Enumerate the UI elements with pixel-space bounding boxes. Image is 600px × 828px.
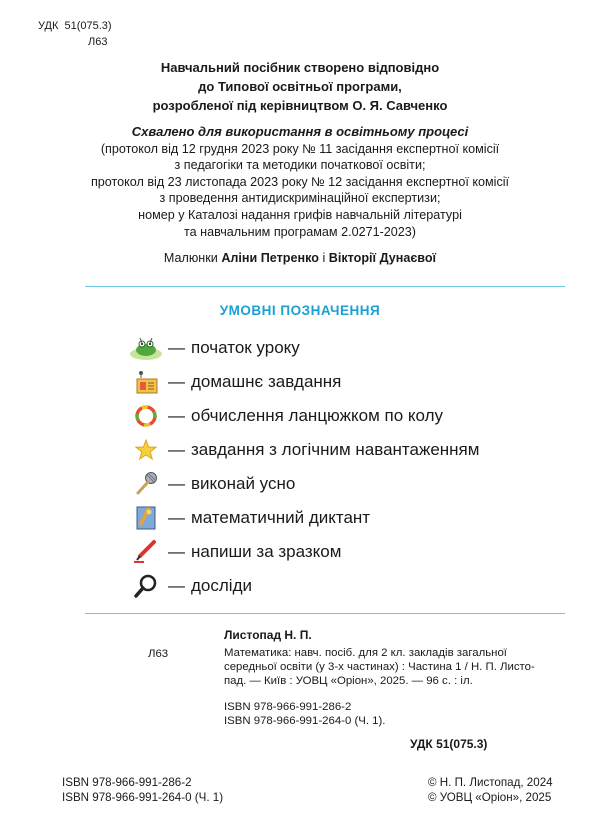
- approval-line: розробленої під керівництвом О. Я. Савченко: [152, 98, 448, 113]
- legend-dash: —: [168, 576, 185, 595]
- copyright: [428, 776, 553, 805]
- legend-label: домашнє завдання: [191, 372, 342, 391]
- legend-dash: —: [168, 372, 185, 391]
- footer-isbn: [62, 776, 223, 805]
- microphone-icon: [128, 470, 164, 498]
- copyright-line: © УОВЦ «Оріон», 2025: [428, 790, 552, 804]
- protocol-line: та навчальним програмам 2.0271-2023): [183, 224, 416, 239]
- udk-header: [38, 18, 112, 50]
- catalog-code: Л63: [148, 648, 169, 660]
- isbn-line: ISBN 978-966-991-286-2: [62, 776, 192, 789]
- legend-dash: —: [168, 440, 185, 459]
- legend-item: [128, 334, 300, 362]
- protocol-line: (протокол від 12 грудня 2023 року № 11 засідання експертної комісії: [100, 141, 500, 156]
- legend-item: [128, 538, 341, 566]
- catalog-udk: УДК 51(075.3): [410, 737, 488, 751]
- catalog-author: Листопад Н. П.: [224, 628, 312, 642]
- pencil-write-icon: [128, 538, 164, 566]
- catalog-line: Математика: навч. посіб. для 2 кл. закладів загальної: [224, 647, 507, 659]
- divider-bottom: [85, 613, 565, 614]
- legend-item: [128, 572, 252, 600]
- protocol-line: протокол від 23 листопада 2023 року № 12 засідання експертної комісії: [90, 174, 510, 189]
- udk-line: [38, 18, 112, 34]
- copyright-line: © Н. П. Листопад, 2024: [428, 776, 553, 789]
- protocol-block: [0, 124, 600, 240]
- isbn-line: ISBN 978-966-991-264-0 (Ч. 1).: [224, 715, 386, 728]
- illustrator-name: Вікторії Дунаєвої: [328, 251, 437, 265]
- legend-label: обчислення ланцюжком по колу: [191, 406, 443, 425]
- illustrations-credit: [0, 251, 600, 265]
- catalog-line: середньої освіти (у 3-х частинах) : Частина 1 / Н. П. Листо-: [224, 661, 535, 674]
- frog-lesson-start-icon: [128, 334, 164, 362]
- legend-dash: —: [168, 542, 185, 561]
- legend-dash: —: [168, 474, 185, 493]
- isbn-line: ISBN 978-966-991-264-0 (Ч. 1): [62, 790, 224, 804]
- legend-label: досліди: [191, 576, 252, 595]
- catalog-line: пад. — Київ : УОВЦ «Оріон», 2025. — 96 с. : іл.: [224, 675, 473, 688]
- author-code: Л63: [88, 36, 108, 48]
- protocol-lead: Схвалено для використання в освітньому процесі: [131, 124, 469, 139]
- legend-label: завдання з логічним навантаженням: [191, 440, 480, 459]
- catalog-isbn: [224, 700, 385, 728]
- legend-dash: —: [168, 508, 185, 527]
- legend-label: напиши за зразком: [191, 542, 342, 561]
- protocol-line: з педагогіки та методики початкової освіти;: [174, 158, 426, 173]
- illustrations-conj: і: [322, 251, 326, 265]
- legend-dash: —: [168, 338, 185, 357]
- pencil-dictation-icon: [128, 504, 164, 532]
- legend-label: початок уроку: [191, 338, 300, 357]
- magnifier-icon: [128, 572, 164, 600]
- legend-item: [128, 368, 341, 396]
- divider-top: [85, 286, 565, 287]
- illustrator-name: Аліни Петренко: [221, 251, 319, 265]
- approval-line: до Типової освітньої програми,: [198, 79, 402, 94]
- star-icon: [128, 436, 164, 464]
- homework-book-icon: [128, 368, 164, 396]
- catalog-description: [224, 646, 535, 689]
- legend-item: [128, 402, 443, 430]
- legend-label: математичний диктант: [191, 508, 371, 527]
- circle-chain-icon: [128, 402, 164, 430]
- legend-item: [128, 436, 479, 464]
- udk-label: УДК: [38, 20, 59, 32]
- protocol-line: номер у Каталозі надання грифів навчальній літературі: [138, 207, 462, 222]
- legend-title: УМОВНІ ПОЗНАЧЕННЯ: [219, 303, 381, 318]
- approval-line: Навчальний посібник створено відповідно: [160, 60, 440, 75]
- illustrations-prefix: Малюнки: [163, 251, 218, 265]
- legend-label: виконай усно: [191, 474, 296, 493]
- legend-item: [128, 470, 295, 498]
- udk-code: 51(075.3): [64, 20, 112, 32]
- legend-dash: —: [168, 406, 185, 425]
- protocol-line: з проведення антидискримінаційної експертизи;: [159, 191, 441, 206]
- approval-statement: [0, 58, 600, 115]
- legend-item: [128, 504, 370, 532]
- isbn-line: ISBN 978-966-991-286-2: [224, 701, 352, 713]
